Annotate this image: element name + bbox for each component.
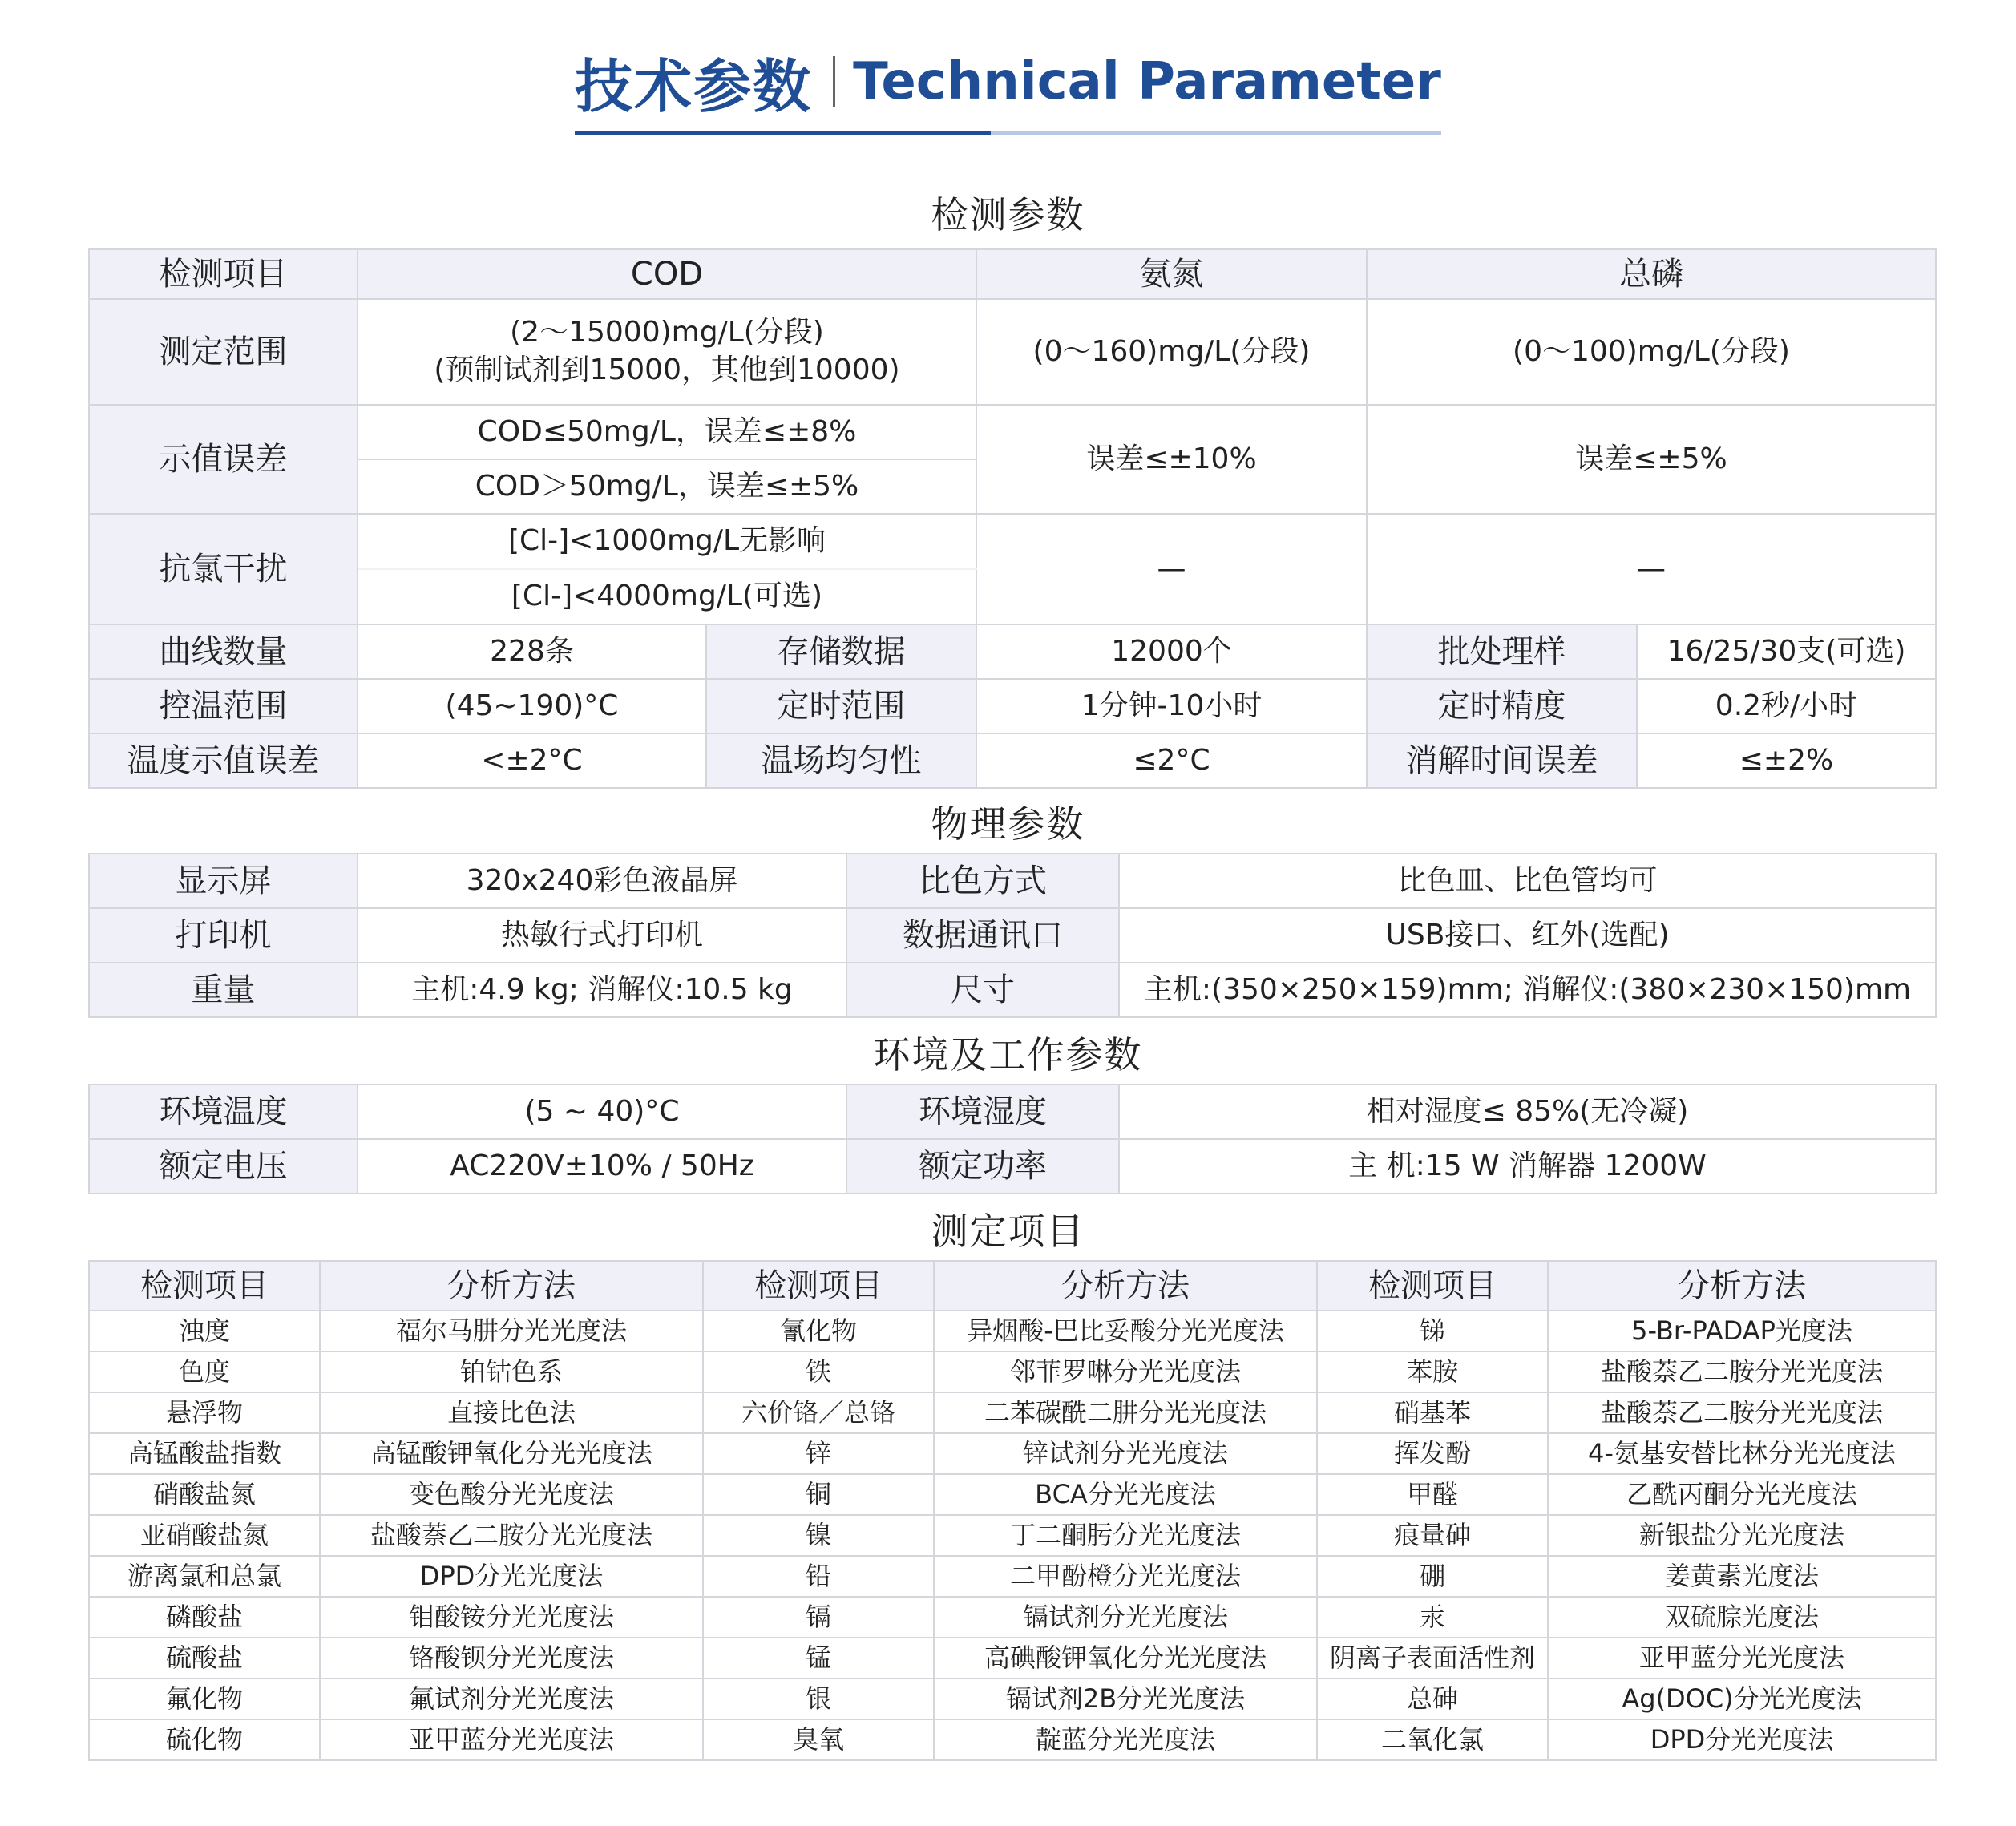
analysis-method: 盐酸萘乙二胺分光光度法	[1548, 1351, 1936, 1392]
item-name: 臭氧	[703, 1719, 934, 1760]
item-name: 银	[703, 1679, 934, 1719]
item-name: 硫酸盐	[89, 1638, 320, 1679]
item-name: 二氧化氯	[1317, 1719, 1548, 1760]
items-header-row	[89, 1261, 1936, 1311]
param-value: USB接口、红外(选配)	[1119, 908, 1936, 963]
item-name: 总砷	[1317, 1679, 1548, 1719]
analysis-method: 钼酸铵分光光度法	[320, 1597, 703, 1638]
section-title-detection: 检测参数	[931, 193, 1085, 236]
table-row	[89, 1474, 1936, 1515]
param-value: AC220V±10% / 50Hz	[358, 1139, 846, 1194]
analysis-method: 镉试剂分光光度法	[934, 1597, 1317, 1638]
table-row	[89, 1392, 1936, 1433]
item-name: 硝酸盐氮	[89, 1474, 320, 1515]
item-name: 铜	[703, 1474, 934, 1515]
analysis-method: 镉试剂2B分光光度法	[934, 1679, 1317, 1719]
spec-value: 1分钟-10小时	[976, 679, 1367, 733]
table-row	[89, 1679, 1936, 1719]
analysis-method: 双硫腙光度法	[1548, 1597, 1936, 1638]
spec-row	[89, 679, 1936, 733]
chloride-row-1	[89, 514, 1936, 569]
spec-value: 12000个	[976, 624, 1367, 679]
spec-row	[89, 624, 1936, 679]
param-value: (5 ~ 40)°C	[358, 1085, 846, 1139]
item-name: 苯胺	[1317, 1351, 1548, 1392]
detection-header-row	[89, 249, 1936, 299]
items-table-body	[89, 1261, 1936, 1760]
tp-chloride: —	[1367, 514, 1936, 624]
spec-label: 温场均匀性	[706, 733, 976, 788]
page-title-cn: 技术参数	[575, 53, 813, 120]
section-title-environment: 环境及工作参数	[873, 1033, 1143, 1077]
analysis-method: 姜黄素光度法	[1548, 1556, 1936, 1597]
item-name: 阴离子表面活性剂	[1317, 1638, 1548, 1679]
items-header-cell: 检测项目	[703, 1261, 934, 1311]
item-name: 硼	[1317, 1556, 1548, 1597]
spec-value: 0.2秒/小时	[1637, 679, 1936, 733]
analysis-method: 福尔马肼分光光度法	[320, 1311, 703, 1351]
table-row	[89, 1719, 1936, 1760]
physical-table	[88, 853, 1937, 1018]
table-row	[89, 1597, 1936, 1638]
item-name: 氟化物	[89, 1679, 320, 1719]
header-cell-tp: 总磷	[1367, 249, 1936, 299]
table-row	[89, 1556, 1936, 1597]
table-row	[89, 1311, 1936, 1351]
table-row	[89, 1638, 1936, 1679]
table-row	[89, 1515, 1936, 1556]
param-label: 打印机	[89, 908, 358, 963]
item-name: 镍	[703, 1515, 934, 1556]
analysis-method: 铂钴色系	[320, 1351, 703, 1392]
param-label: 环境温度	[89, 1085, 358, 1139]
environment-row	[89, 1085, 1936, 1139]
item-name: 游离氯和总氯	[89, 1556, 320, 1597]
items-table	[88, 1260, 1937, 1761]
items-header-cell: 分析方法	[320, 1261, 703, 1311]
item-name: 汞	[1317, 1597, 1548, 1638]
param-label: 尺寸	[846, 963, 1119, 1017]
param-label: 额定电压	[89, 1139, 358, 1194]
item-name: 硫化物	[89, 1719, 320, 1760]
analysis-method: 丁二酮肟分光光度法	[934, 1515, 1317, 1556]
header-cell-cod: COD	[358, 249, 976, 299]
tp-range: (0～100)mg/L(分段)	[1367, 299, 1936, 405]
row-label: 示值误差	[89, 405, 358, 514]
cod-error-2: COD＞50mg/L，误差≤±5%	[358, 459, 976, 514]
analysis-method: 直接比色法	[320, 1392, 703, 1433]
param-label: 环境湿度	[846, 1085, 1119, 1139]
row-label: 测定范围	[89, 299, 358, 405]
items-header-cell: 检测项目	[89, 1261, 320, 1311]
environment-table	[88, 1084, 1937, 1194]
cod-error-1: COD≤50mg/L，误差≤±8%	[358, 405, 976, 459]
param-label: 显示屏	[89, 854, 358, 908]
param-value: 相对湿度≤ 85%(无冷凝)	[1119, 1085, 1936, 1139]
item-name: 硝基苯	[1317, 1392, 1548, 1433]
header-cell: 检测项目	[89, 249, 358, 299]
analysis-method: 盐酸萘乙二胺分光光度法	[1548, 1392, 1936, 1433]
cod-chloride-1: [Cl-]<1000mg/L无影响	[358, 514, 976, 569]
param-value: 主 机:15 W 消解器 1200W	[1119, 1139, 1936, 1194]
item-name: 甲醛	[1317, 1474, 1548, 1515]
param-value: 主机:(350×250×159)mm; 消解仪:(380×230×150)mm	[1119, 963, 1936, 1017]
physical-row	[89, 908, 1936, 963]
spec-label: 温度示值误差	[89, 733, 358, 788]
analysis-method: 变色酸分光光度法	[320, 1474, 703, 1515]
ammonia-chloride: —	[976, 514, 1367, 624]
physical-row	[89, 963, 1936, 1017]
page-header	[0, 40, 2016, 135]
item-name: 挥发酚	[1317, 1433, 1548, 1474]
cod-range-line1: (2～15000)mg/L(分段)	[510, 316, 824, 349]
analysis-method: 铬酸钡分光光度法	[320, 1638, 703, 1679]
tp-error: 误差≤±5%	[1367, 405, 1936, 514]
title-underline-accent	[575, 131, 991, 135]
item-name: 痕量砷	[1317, 1515, 1548, 1556]
items-header-cell: 分析方法	[1548, 1261, 1936, 1311]
page-title-en: Technical Parameter	[853, 52, 1441, 111]
analysis-method: 亚甲蓝分光光度法	[320, 1719, 703, 1760]
ammonia-range: (0～160)mg/L(分段)	[976, 299, 1367, 405]
spec-label: 批处理样	[1367, 624, 1637, 679]
param-label: 重量	[89, 963, 358, 1017]
param-value: 320x240彩色液晶屏	[358, 854, 846, 908]
spec-label: 定时精度	[1367, 679, 1637, 733]
analysis-method: 氟试剂分光光度法	[320, 1679, 703, 1719]
analysis-method: 靛蓝分光光度法	[934, 1719, 1317, 1760]
analysis-method: 5-Br-PADAP光度法	[1548, 1311, 1936, 1351]
spec-value: (45~190)°C	[358, 679, 706, 733]
analysis-method: 邻菲罗啉分光光度法	[934, 1351, 1317, 1392]
spec-value: <±2°C	[358, 733, 706, 788]
item-name: 六价铬／总铬	[703, 1392, 934, 1433]
physical-row	[89, 854, 1936, 908]
spec-row	[89, 733, 1936, 788]
items-header-cell: 分析方法	[934, 1261, 1317, 1311]
analysis-method: DPD分光光度法	[1548, 1719, 1936, 1760]
spec-label: 曲线数量	[89, 624, 358, 679]
items-header-cell: 检测项目	[1317, 1261, 1548, 1311]
item-name: 磷酸盐	[89, 1597, 320, 1638]
analysis-method: BCA分光光度法	[934, 1474, 1317, 1515]
item-name: 锑	[1317, 1311, 1548, 1351]
analysis-method: Ag(DOC)分光光度法	[1548, 1679, 1936, 1719]
environment-row	[89, 1139, 1936, 1194]
analysis-method: 二甲酚橙分光光度法	[934, 1556, 1317, 1597]
section-title-physical: 物理参数	[931, 802, 1085, 846]
analysis-method: 异烟酸-巴比妥酸分光光度法	[934, 1311, 1317, 1351]
item-name: 高锰酸盐指数	[89, 1433, 320, 1474]
analysis-method: 二苯碳酰二肼分光光度法	[934, 1392, 1317, 1433]
analysis-method: 高锰酸钾氧化分光光度法	[320, 1433, 703, 1474]
spec-value: ≤±2%	[1637, 733, 1936, 788]
analysis-method: 4-氨基安替比林分光光度法	[1548, 1433, 1936, 1474]
analysis-method: 高碘酸钾氧化分光光度法	[934, 1638, 1317, 1679]
item-name: 亚硝酸盐氮	[89, 1515, 320, 1556]
spec-label: 消解时间误差	[1367, 733, 1637, 788]
spec-value: 16/25/30支(可选)	[1637, 624, 1936, 679]
item-name: 浊度	[89, 1311, 320, 1351]
spec-value: 228条	[358, 624, 706, 679]
param-value: 主机:4.9 kg; 消解仪:10.5 kg	[358, 963, 846, 1017]
item-name: 色度	[89, 1351, 320, 1392]
error-row-1	[89, 405, 1936, 459]
table-row	[89, 1433, 1936, 1474]
spec-label: 存储数据	[706, 624, 976, 679]
detection-table	[88, 248, 1937, 789]
row-label: 抗氯干扰	[89, 514, 358, 624]
title-divider	[833, 56, 835, 107]
param-label: 额定功率	[846, 1139, 1119, 1194]
param-value: 热敏行式打印机	[358, 908, 846, 963]
analysis-method: 乙酰丙酮分光光度法	[1548, 1474, 1936, 1515]
param-label: 比色方式	[846, 854, 1119, 908]
item-name: 铁	[703, 1351, 934, 1392]
item-name: 氰化物	[703, 1311, 934, 1351]
analysis-method: 锌试剂分光光度法	[934, 1433, 1317, 1474]
ammonia-error: 误差≤±10%	[976, 405, 1367, 514]
param-value: 比色皿、比色管均可	[1119, 854, 1936, 908]
analysis-method: 新银盐分光光度法	[1548, 1515, 1936, 1556]
analysis-method: DPD分光光度法	[320, 1556, 703, 1597]
table-row	[89, 1351, 1936, 1392]
item-name: 铅	[703, 1556, 934, 1597]
analysis-method: 亚甲蓝分光光度法	[1548, 1638, 1936, 1679]
spec-label: 定时范围	[706, 679, 976, 733]
title-group	[575, 40, 1441, 135]
item-name: 锌	[703, 1433, 934, 1474]
item-name: 镉	[703, 1597, 934, 1638]
header-cell-ammonia: 氨氮	[976, 249, 1367, 299]
section-title-items: 测定项目	[931, 1210, 1085, 1253]
cod-chloride-2: [Cl-]<4000mg/L(可选)	[358, 569, 976, 624]
param-label: 数据通讯口	[846, 908, 1119, 963]
cod-range-line2: (预制试剂到15000，其他到10000)	[434, 353, 900, 386]
spec-label: 控温范围	[89, 679, 358, 733]
range-row	[89, 299, 1936, 405]
item-name: 锰	[703, 1638, 934, 1679]
analysis-method: 盐酸萘乙二胺分光光度法	[320, 1515, 703, 1556]
spec-value: ≤2°C	[976, 733, 1367, 788]
item-name: 悬浮物	[89, 1392, 320, 1433]
cod-range-cell	[358, 299, 976, 405]
